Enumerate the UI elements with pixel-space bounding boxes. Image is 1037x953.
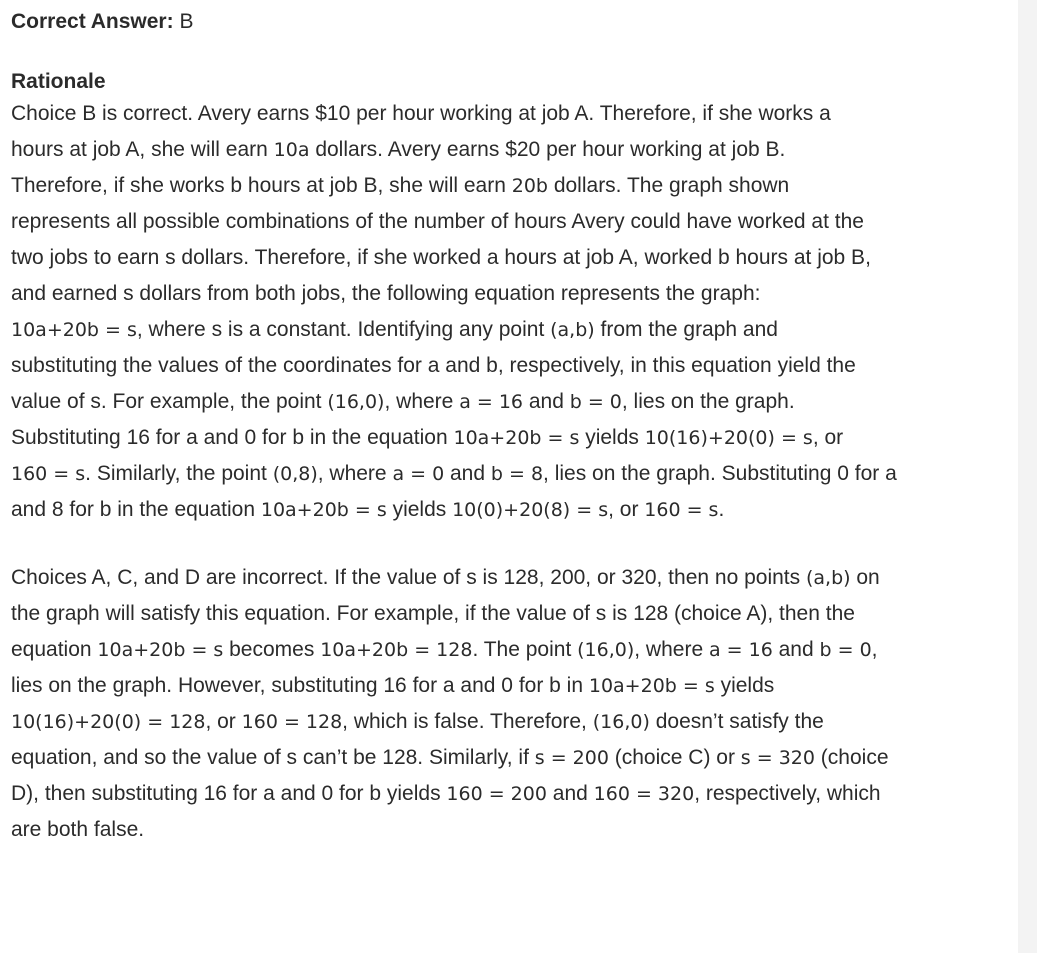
text-segment: yields: [714, 674, 775, 697]
text-segment: the graph will satisfy this equation. For example, if the value of s is 128 (choice A), then the: [11, 602, 855, 625]
math-expression: 10a+20b = 128: [320, 639, 473, 661]
text-segment: .: [718, 498, 725, 521]
text-segment: ,: [871, 638, 878, 661]
text-segment: Therefore, if she works b hours at job B, she will earn: [11, 174, 512, 197]
math-expression: s = 320: [740, 747, 815, 769]
text-segment: , where: [634, 638, 709, 661]
correct-answer-label: Correct Answer:: [11, 10, 174, 33]
text-segment: Choice B is correct. Avery earns $10 per hour working at job A. Therefore, if she works a: [11, 102, 831, 125]
text-segment: and earned s dollars from both jobs, the following equation represents the graph:: [11, 282, 761, 305]
text-segment: lies on the graph. However, substituting 16 for a and 0 for b in: [11, 674, 589, 697]
math-expression: 160 = 320: [593, 783, 695, 805]
math-expression: 10a+20b = s: [260, 499, 387, 521]
text-segment: . The point: [472, 638, 578, 661]
text-segment: Substituting 16 for a and 0 for b in the equation: [11, 426, 454, 449]
rationale-content: [11, 8, 1006, 848]
text-segment: , where s is a constant. Identifying any point: [136, 318, 551, 341]
text-line: [11, 704, 1006, 740]
math-expression: b = 0: [819, 639, 872, 661]
text-segment: yields: [579, 426, 645, 449]
text-line: [11, 776, 1006, 812]
text-segment: on: [850, 566, 880, 589]
text-line: [11, 348, 1006, 384]
math-expression: 10(16)+20(0) = s: [644, 427, 813, 449]
math-expression: (a,b): [805, 567, 851, 589]
math-expression: b = 0: [569, 391, 622, 413]
math-expression: 160 = s: [644, 499, 719, 521]
math-expression: 10(0)+20(8) = s: [452, 499, 609, 521]
math-expression: 160 = 200: [446, 783, 547, 805]
math-expression: 160 = 128: [241, 711, 343, 733]
math-expression: (16,0): [327, 391, 385, 413]
text-segment: yields: [386, 498, 453, 521]
text-line: [11, 560, 1006, 596]
math-expression: (16,0): [592, 711, 650, 733]
math-expression: 20b: [511, 175, 548, 197]
math-expression: a = 16: [708, 639, 773, 661]
text-line: [11, 812, 1006, 848]
text-segment: D), then substituting 16 for a and 0 for b yields: [11, 782, 447, 805]
math-expression: a = 16: [459, 391, 524, 413]
math-expression: 10a+20b = s: [11, 319, 137, 341]
text-segment: and: [444, 462, 491, 485]
text-segment: . Similarly, the point: [85, 462, 273, 485]
text-line: [11, 276, 1006, 312]
math-expression: a = 0: [392, 463, 445, 485]
text-segment: equation, and so the value of s can’t be 128. Similarly, if: [11, 746, 535, 769]
text-segment: , or: [812, 426, 844, 449]
text-line: [11, 312, 1006, 348]
text-segment: , where: [317, 462, 393, 485]
text-segment: becomes: [223, 638, 321, 661]
text-line: [11, 132, 1006, 168]
correct-answer-line: [11, 8, 1006, 36]
text-segment: and: [772, 638, 820, 661]
math-expression: s = 200: [534, 747, 609, 769]
rationale-heading: Rationale: [11, 70, 106, 93]
math-expression: 10a: [273, 139, 310, 161]
text-segment: are both false.: [11, 818, 145, 841]
text-segment: , lies on the graph.: [621, 390, 795, 413]
text-line: [11, 96, 1006, 132]
text-line: [11, 204, 1006, 240]
rationale-paragraph-correct: [11, 96, 1006, 528]
math-expression: 10a+20b = s: [453, 427, 580, 449]
text-line: [11, 596, 1006, 632]
text-segment: from the graph and: [594, 318, 778, 341]
rationale-paragraph-incorrect: [11, 560, 1006, 848]
text-segment: dollars. Avery earns $20 per hour working at job B.: [309, 138, 786, 161]
math-expression: 10a+20b = s: [588, 675, 715, 697]
math-expression: 10a+20b = s: [97, 639, 224, 661]
math-expression: 160 = s: [11, 463, 86, 485]
text-segment: and: [523, 390, 570, 413]
text-segment: , lies on the graph. Substituting 0 for a: [543, 462, 897, 485]
text-segment: hours at job A, she will earn: [11, 138, 274, 161]
text-segment: (choice C) or: [608, 746, 741, 769]
text-segment: and 8 for b in the equation: [11, 498, 261, 521]
text-segment: , or: [608, 498, 645, 521]
text-line: [11, 456, 1006, 492]
text-line: [11, 492, 1006, 528]
text-line: [11, 632, 1006, 668]
text-segment: , which is false. Therefore,: [342, 710, 593, 733]
text-segment: dollars. The graph shown: [547, 174, 790, 197]
text-line: [11, 240, 1006, 276]
math-expression: (16,0): [577, 639, 635, 661]
text-segment: and: [546, 782, 594, 805]
text-line: [11, 740, 1006, 776]
text-line: [11, 420, 1006, 456]
math-expression: (0,8): [272, 463, 318, 485]
text-segment: Choices A, C, and D are incorrect. If the value of s is 128, 200, or 320, then no points: [11, 566, 806, 589]
text-line: [11, 168, 1006, 204]
math-expression: b = 8: [490, 463, 544, 485]
text-segment: two jobs to earn s dollars. Therefore, if she worked a hours at job A, worked b hours at job B,: [11, 246, 871, 269]
text-segment: substituting the values of the coordinates for a and b, respectively, in this equation yield the: [11, 354, 856, 377]
scroll-edge: [1018, 0, 1037, 953]
math-expression: (a,b): [550, 319, 595, 341]
text-segment: equation: [11, 638, 98, 661]
correct-answer-value: B: [179, 10, 194, 33]
text-segment: represents all possible combinations of the number of hours Avery could have worked at the: [11, 210, 864, 233]
math-expression: 10(16)+20(0) = 128: [11, 711, 206, 733]
text-segment: (choice: [814, 746, 889, 769]
text-line: [11, 384, 1006, 420]
text-segment: , where: [384, 390, 460, 413]
text-line: [11, 668, 1006, 704]
text-segment: doesn’t satisfy the: [649, 710, 824, 733]
text-segment: , or: [205, 710, 242, 733]
text-segment: , respectively, which: [694, 782, 881, 805]
text-segment: value of s. For example, the point: [11, 390, 328, 413]
